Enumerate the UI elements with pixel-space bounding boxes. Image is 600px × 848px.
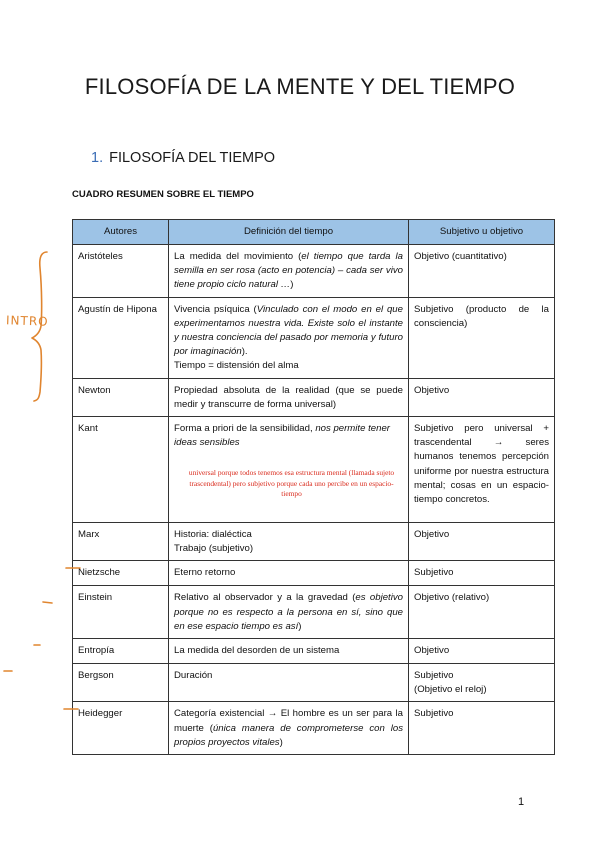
author-cell: Marx: [73, 523, 169, 561]
type-cell: Objetivo (cuantitativo): [409, 245, 555, 298]
type-cell: Objetivo: [409, 523, 555, 561]
table-header-row: [73, 220, 555, 245]
author-cell: Kant: [73, 417, 169, 523]
intro-handwritten-label: INTRO: [5, 313, 49, 329]
handwritten-annotation: universal porque todos tenemos esa estructura mental (llamada sujeto trascendental) pero subjetivo porque cada uno percibe en un espacio-tiempo: [188, 468, 395, 499]
table-row: [73, 378, 555, 416]
type-cell: Subjetivo (Objetivo el reloj): [409, 664, 555, 702]
einstein-tick: [43, 602, 52, 603]
table-row: [73, 245, 555, 298]
definition-cell: Historia: dialéctica Trabajo (subjetivo): [169, 523, 409, 561]
table-row: [73, 417, 555, 523]
definition-cell: La medida del movimiento (el tiempo que tarda la semilla en ser rosa (acto en potencia) – cada ser vivo tiene propio ciclo natural …): [169, 245, 409, 298]
header-authors: Autores: [73, 220, 169, 245]
author-cell: Agustín de Hipona: [73, 297, 169, 378]
author-cell: Newton: [73, 378, 169, 416]
section-number: 1.: [91, 150, 104, 166]
header-type: Subjetivo u objetivo: [409, 220, 555, 245]
type-cell: Subjetivo: [409, 561, 555, 586]
definition-cell: Vivencia psíquica (Vinculado con el modo en el que experimentamos nuestra vida. Existe solo el instante y nuestra conciencia del pasado por memoria y futuro por imaginación). Tiempo = distensión del alma: [169, 297, 409, 378]
definition-cell: Duración: [169, 664, 409, 702]
table-row: [73, 561, 555, 586]
author-cell: Aristóteles: [73, 245, 169, 298]
definition-cell: Propiedad absoluta de la realidad (que se puede medir y transcurre de forma universal): [169, 378, 409, 416]
definition-cell: Forma a priori de la sensibilidad, nos permite tener ideas sensibles universal porque todos tenemos esa estructura mental (llamada sujeto trascendental) pero subjetivo porque cada uno percibe en un espacio-tiempo: [169, 417, 409, 523]
author-cell: Einstein: [73, 586, 169, 639]
table-row: [73, 664, 555, 702]
table-row: [73, 523, 555, 561]
table-row: [73, 702, 555, 755]
type-cell: Objetivo: [409, 378, 555, 416]
definition-cell: Eterno retorno: [169, 561, 409, 586]
section-heading: [91, 150, 275, 166]
section-title: FILOSOFÍA DEL TIEMPO: [109, 150, 276, 166]
summary-table: [72, 219, 555, 755]
document-title: FILOSOFÍA DE LA MENTE Y DEL TIEMPO: [84, 74, 516, 99]
table-row: [73, 639, 555, 664]
definition-cell: Relativo al observador y a la gravedad (es objetivo porque no es respecto a la persona en sí, sino que en ese espacio tiempo es así): [169, 586, 409, 639]
type-cell: Objetivo: [409, 639, 555, 664]
table-row: [73, 297, 555, 378]
author-cell: Entropía: [73, 639, 169, 664]
author-cell: Nietzsche: [73, 561, 169, 586]
definition-cell: Categoría existencial → El hombre es un ser para la muerte (única manera de comprometerse con los propios proyectos vitales): [169, 702, 409, 755]
type-cell: Subjetivo: [409, 702, 555, 755]
definition-cell: La medida del desorden de un sistema: [169, 639, 409, 664]
table-caption: CUADRO RESUMEN SOBRE EL TIEMPO: [72, 189, 254, 200]
type-cell: Subjetivo (producto de la consciencia): [409, 297, 555, 378]
header-definition: Definición del tiempo: [169, 220, 409, 245]
author-cell: Bergson: [73, 664, 169, 702]
author-cell: Heidegger: [73, 702, 169, 755]
type-cell: Subjetivo pero universal + trascendental → seres humanos tenemos percepción uniforme por nuestra estructura mental; cosas en un espacio-tiempo concretos.: [409, 417, 555, 523]
table-row: [73, 586, 555, 639]
type-cell: Objetivo (relativo): [409, 586, 555, 639]
page-number: 1: [518, 796, 525, 808]
